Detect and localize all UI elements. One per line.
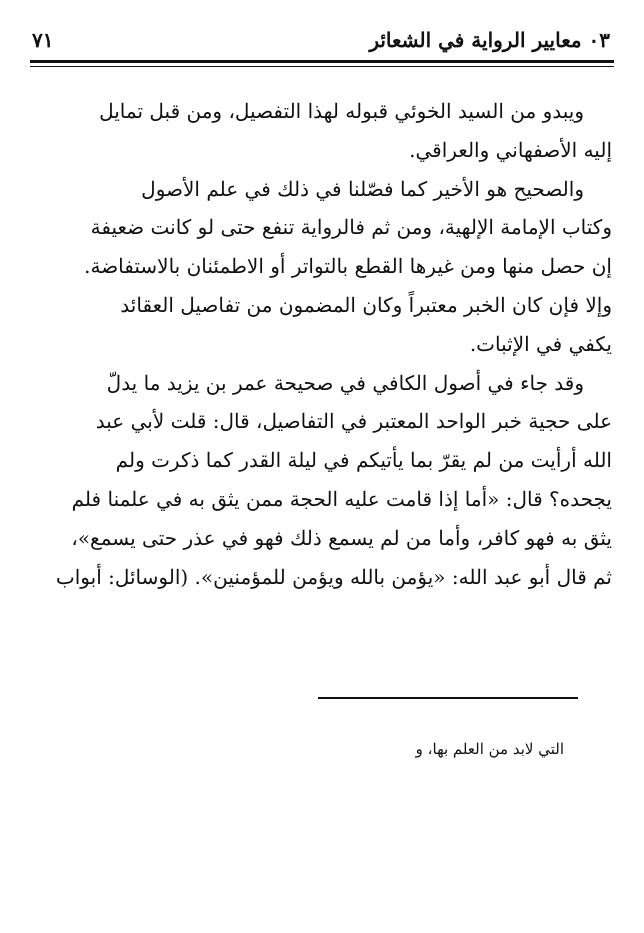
paragraph: ويبدو من السيد الخوئي قبوله لهذا التفصيل، ومن قبل تمايل إليه الأصفهاني والعراقي. [99, 99, 612, 162]
paragraph: والصحيح هو الأخير كما فصّلنا في ذلك في علم الأصول وكتاب الإمامة الإلهية، ومن ثم فالرواية تنفع حتى لو كانت ضعيفة إن حصل منها ومن غيرها القطع بالتواتر أو الاطمئنان بالاستفاضة. وإلا فإن كان الخبر معتبراً وكان المضمون من تفاصيل العقائد يكفي في الإثبات. [84, 176, 612, 356]
chapter-title: ٠٣ معايير الرواية في الشعائر [369, 28, 610, 52]
main-text [34, 92, 612, 596]
header-rule-thin [30, 66, 614, 67]
footnote-separator [318, 697, 578, 699]
running-header [30, 24, 610, 58]
page-number: ٧١ [32, 28, 54, 52]
footnote-text: التي لابد من العلم بها، و [415, 740, 564, 758]
paragraph: وقد جاء في أصول الكافي في صحيحة عمر بن يزيد ما يدلّ على حجية خبر الواحد المعتبر في التفاصيل، قال: قلت لأبي عبد الله أرأيت من لم يقرّ بما يأتيكم في ليلة القدر كما ذكرت ولم يجحده؟ قال: «أما إذا قامت عليه الحجة ممن يثق به في علمنا فلم يثق به فهو كافر، وأما من لم يسمع ذلك فهو في عذر حتى يسمع»، ثم قال أبو عبد الله: «يؤمن بالله ويؤمن للمؤمنين». (الوسائل: أبواب [55, 370, 612, 589]
header-rule-thick [30, 60, 614, 63]
